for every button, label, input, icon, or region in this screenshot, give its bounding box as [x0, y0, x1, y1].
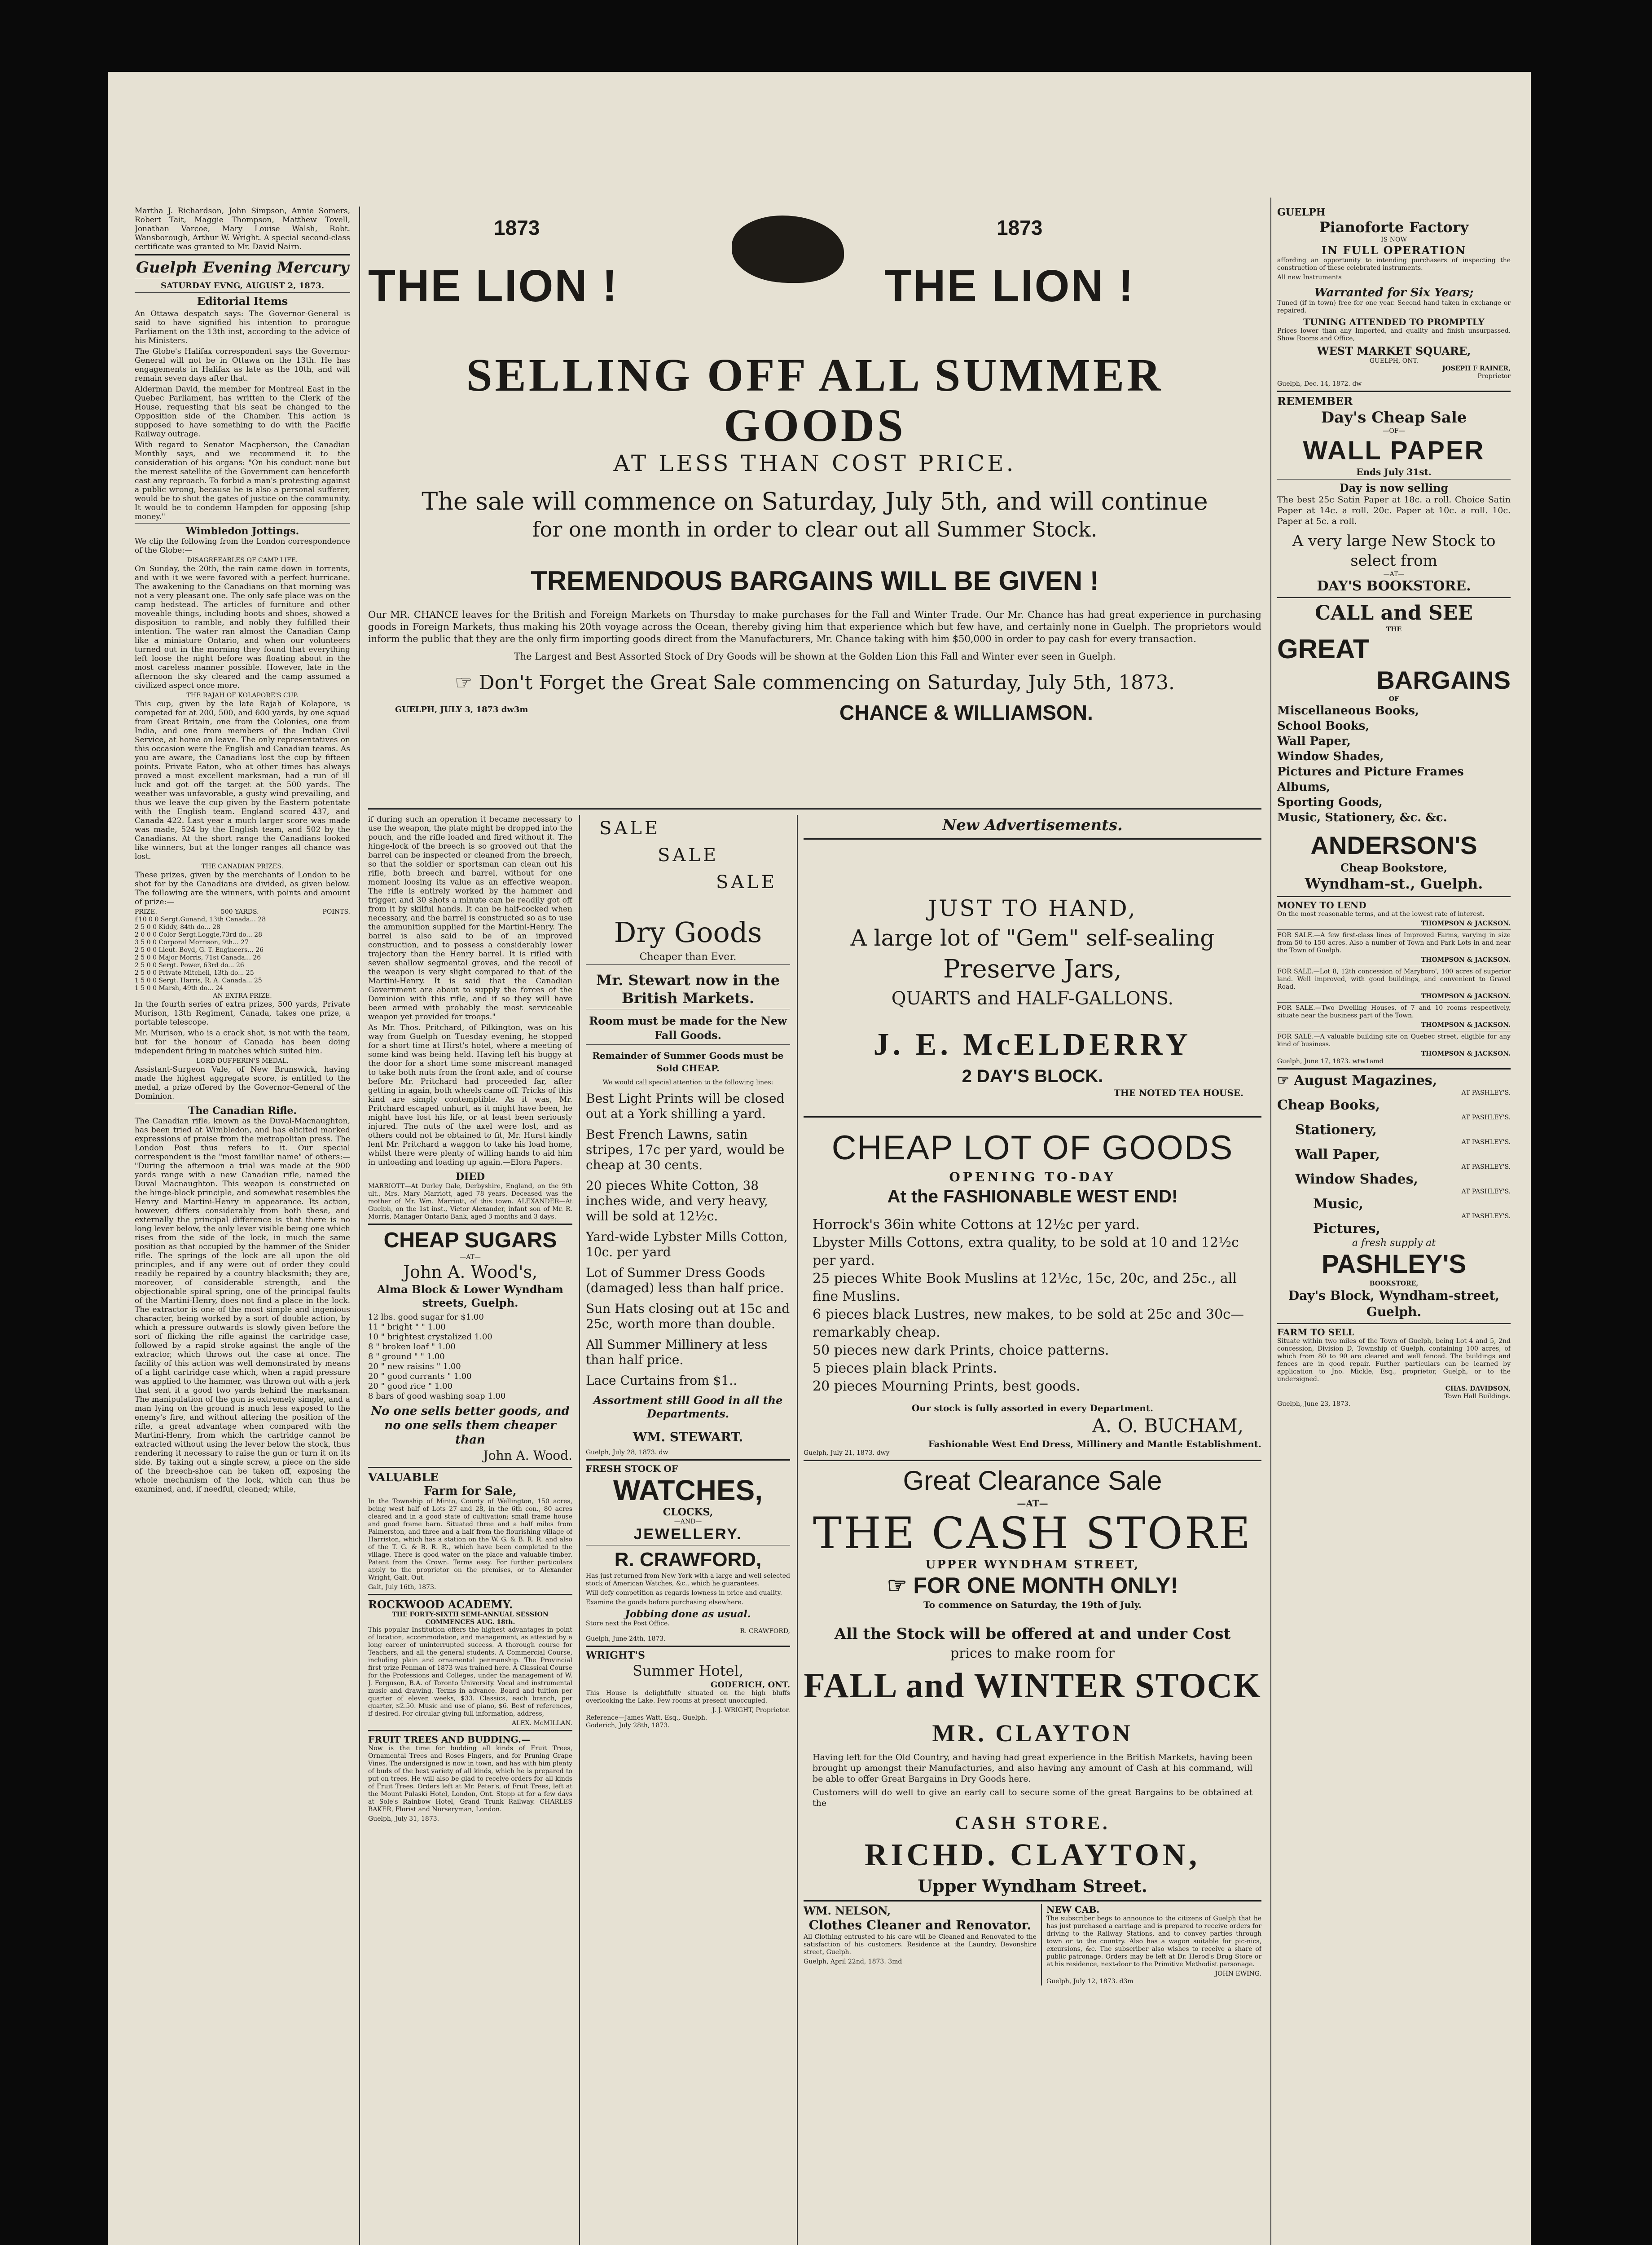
at-pashleys: AT PASHLEY'S. — [1461, 1089, 1511, 1096]
ad-heading: NEW CAB. — [1046, 1904, 1100, 1915]
lion-dateline: GUELPH, JULY 3, 1873 dw3m — [395, 705, 528, 714]
ad-line: Cheap Bookstore, — [1340, 861, 1448, 874]
ad-line: BOOKSTORE, — [1369, 1280, 1419, 1287]
col-header: 500 YARDS. — [220, 908, 259, 916]
ad-line: Day is now selling — [1339, 481, 1449, 494]
editorial-paragraph: Alderman David, the member for Montreal East in the Quebec Parliament, has written to the Clerk of the House, requesting that his seat be changed to the Opposition side of the Chamber. This action is supposed to have something to do with the Pacific Railway outrage. — [135, 385, 350, 439]
ad-line: GUELPH, ONT. — [1369, 357, 1419, 365]
ad-line: 2 DAY'S BLOCK. — [962, 1066, 1103, 1086]
editorial-heading: Editorial Items — [197, 295, 288, 308]
lion-body: Our MR. CHANCE leaves for the British and Foreign Markets on Thursday to make purchases for the Fall and Winter Trade. Our Mr. Chance has had great experience in purchasing goods in Foreign Markets, thus making his 20th voyage across the Ocean, thereby giving him that experience which but few have, and certainly none in Guelph. The proprietors would inform the public that they are the only firm importing goods direct from the Manufacturers, Mr. Chance taking with him $50,000 in order to pay cash for every transaction. — [368, 609, 1261, 644]
piano-headline: Pianoforte Factory — [1319, 219, 1469, 236]
cash-store-label: CASH STORE. — [955, 1813, 1110, 1834]
ad-line: THE NOTED TEA HOUSE. — [1113, 1087, 1243, 1098]
signature: ALEX. McMILLAN. — [511, 1720, 572, 1727]
dry-goods-headline: Dry Goods — [614, 916, 762, 949]
ad-text: Situate within two miles of the Town of Guelph, being Lot 4 and 5, 2nd concession, Division D, Township of Guelph, containing 100 acres, of which from 80 to 90 are cleared and well fenced. The buildings and fences are in good repair. Further particulars can be learned by application to Jno. Mickle, Esq., proprietor, Guelph, or to the undersigned. — [1277, 1338, 1511, 1383]
ad-line: WEST MARKET SQUARE, — [1317, 344, 1471, 357]
prize-table-header — [135, 908, 350, 916]
list-item: 6 pieces black Lustres, new makes, to be sold at 25c and 30c—remarkably cheap. — [813, 1307, 1244, 1340]
signature: THOMPSON & JACKSON. — [1421, 993, 1511, 1000]
crawford-name: R. CRAWFORD, — [614, 1549, 762, 1571]
ad-line: DAY'S BOOKSTORE. — [1317, 578, 1471, 594]
list-item: 8 bars of good washing soap 1.00 — [368, 1391, 506, 1401]
list-item: 8 " broken loaf " 1.00 — [368, 1342, 456, 1351]
list-item: Horrock's 36in white Cottons at 12½c per yard. — [813, 1217, 1140, 1233]
ad-line: UPPER WYNDHAM STREET, — [925, 1558, 1140, 1572]
ad-line: —OF— — [1383, 427, 1405, 435]
bargains-headline: TREMENDOUS BARGAINS WILL BE GIVEN ! — [531, 566, 1099, 596]
just-to-hand: JUST TO HAND, — [928, 895, 1137, 921]
subheading: DISAGREEABLES OF CAMP LIFE. — [187, 557, 298, 564]
ad-intro: FRESH STOCK OF — [586, 1463, 678, 1474]
warranted-line: Warranted for Six Years; — [1314, 286, 1474, 299]
ad-line: GODERICH, ONT. — [710, 1680, 790, 1690]
at-label: —AT— — [460, 1254, 481, 1261]
ad-line: prices to make room for — [950, 1646, 1115, 1661]
bookstore-list — [1277, 703, 1511, 825]
article-text: if during such an operation it became necessary to use the weapon, the plate might be dropped into the pouch, and the rifle loaded and fired without it. The hinge-lock of the breech is so grooved out that the barrel can be inspected or cleaned from the breech, so that the soldier or sportsman can clean out his rifle, both breech and barrel, without for one moment loosing its value as an effective weapon. The rifle is entirely worked by the hammer and trigger, and 30 shots a minute can be readily got off from it by skilful hands. It can be half-cocked when necessary, and the barrel is constructed so as to use the ammunition supplied for the Martini-Henry. The barrel is also said to be of an improved construction, and to possess a considerably lower trajectory than the Henry barrel. It is rifled with seven shallow segmental groves, and the recoil of the weapon is very slight compared to that of the Martini-Henry. It is said that the Canadian Government are about to supply the forces of the Dominion with this rifle, and if so they will have been armed with probably the most serviceable weapon yet provided for troops." — [368, 815, 572, 1021]
ad-text: FOR SALE.—Two Dwelling Houses, of 7 and 10 rooms respectively, situate near the business part of the Town. — [1277, 1004, 1511, 1019]
list-item: Yard-wide Lybster Mills Cotton, 10c. per yard — [586, 1229, 788, 1259]
ad-text: This House is delightfully situated on the high bluffs overlooking the Lake. Few rooms at present unoccupied. — [586, 1690, 790, 1704]
lion-title-left: THE LION ! — [368, 261, 619, 311]
column-rule — [797, 815, 798, 2245]
bucham-items — [813, 1216, 1252, 1395]
one-month-headline: ☞ FOR ONE MONTH ONLY! — [887, 1573, 1178, 1598]
ad-line: All the Stock will be offered at and under Cost — [834, 1625, 1231, 1643]
ad-line: Store next the Post Office. — [586, 1620, 670, 1627]
ad-heading: FRUIT TREES AND BUDDING.— — [368, 1734, 530, 1745]
lion-icon — [732, 216, 844, 285]
nelson-ad — [804, 1904, 1037, 1985]
ad-text: FOR SALE.—A valuable building site on Quebec street, eligible for any kind of business. — [1277, 1033, 1511, 1048]
bucham-name: A. O. BUCHAM, — [1092, 1415, 1243, 1437]
ad-heading: ROCKWOOD ACADEMY. — [368, 1598, 513, 1611]
list-item: Window Shades, — [1277, 750, 1384, 763]
selling-off-headline: SELLING OFF ALL SUMMER GOODS — [466, 349, 1164, 451]
horizontal-rule — [368, 808, 1261, 810]
signature: John A. Wood. — [483, 1448, 572, 1463]
ad-line: To commence on Saturday, the 19th of July. — [923, 1599, 1142, 1610]
ad-text: Examine the goods before purchasing elsewhere. — [586, 1599, 743, 1606]
store-address: Alma Block & Lower Wyndham streets, Guelph. — [377, 1283, 563, 1309]
ad-subheading: Clothes Cleaner and Renovator. — [808, 1918, 1032, 1932]
table-row: 1 5 0 0 Marsh, 49th do... 24 — [135, 985, 224, 992]
new-stock-line: A very large New Stock to select from — [1292, 532, 1496, 570]
list-item: Lbyster Mills Cottons, extra quality, to be sold at 10 and 12½c per yard. — [813, 1235, 1239, 1268]
ad-text: Prices lower than any Imported, and quality and finish unsurpassed. Show Rooms and Office, — [1277, 327, 1511, 342]
remainder-notice: Remainder of Summer Goods must be Sold CHEAP. — [592, 1050, 784, 1074]
ad-line: Reference—James Watt, Esq., Guelph. — [586, 1714, 707, 1721]
signature: THOMPSON & JACKSON. — [1421, 1050, 1511, 1057]
article-text: Assistant-Surgeon Vale, of New Brunswick, having made the highest aggregate score, is entitled to the medal, a prize offered by the Governor-General of the Dominion. — [135, 1065, 350, 1101]
ad-line: Ends July 31st. — [1356, 467, 1432, 477]
divider — [135, 254, 350, 255]
ad-date: Guelph, July 21, 1873. dwy — [804, 1449, 890, 1457]
article-text: As Mr. Thos. Pritchard, of Pilkington, was on his way from Guelph on Tuesday evening, he stopped for a short time at Hirst's hotel, where a meeting of some kind was being held. Having left his buggy at the door for a short time some miscreant managed to take both nuts from the front axle, and of course before Mr. Pritchard had proceeded far, after getting in again, both wheels came off. Tricks of this kind are simply contemptible. As it was, Mr. Pritchard escaped unhurt, as it might have been, he might have lost his life, or at least been seriously injured. The nuts of the axel were lost, and as others could not be obtained to fit, Mr. Hurst kindly lent Mr. Pritchard a waggon to take his load home, whilst there were plenty of willing hands to aid him in unloading and loading up again.—Elora Papers. — [368, 1023, 572, 1167]
certificates-text: Martha J. Richardson, John Simpson, Annie Somers, Robert Tait, Maggie Thompson, Matthew Tovell, Jonathan Varcoe, Mary Louise Walsh, Robt. Wansborough, Arthur W. Wright. A special second-class certificate was granted to Mr. David Nairn. — [135, 207, 350, 251]
stewart-notice: Mr. Stewart now in the British Markets. — [596, 972, 780, 1007]
list-item: 20 " good rice " 1.00 — [368, 1382, 453, 1391]
article-text: The Canadian rifle, known as the Duval-Macnaughton, has been tried at Wimbledon, and has elicited marked expressions of praise from the metropolitan press. The London Post thus refers to it. Our special correspondent is the "most familiar name" of others:— "During the afternoon a trial was made at the 900 yards range with a new Canadian rifle, named the Duval Macnaughton. This weapon is constructed on the hinge-block principle, and somewhat resembles the Henry and Martini-Henry in appearance. Its action, however, differs considerably from both these, and externally the principal difference is that there is no long lever below, the only lever visible being one which rises from the side of the lock, in much the same position as that occupied by the hammer of the Snider rifle. The springs of the lock are all upon the old principles, and if any were out of order they could readily be repaired by a country blacksmith; they are, moreover, of considerable strength, and the objectionable spiral spring, one of the principal faults of the Martini-Henry, does not find a place in the lock. The extractor is one of the most simple and ingenious character, being worked by a sort of double action, by which a pressure outwards is slowly given before the sort of flicking the rifle against the cartridge case, followed by a rapid stroke against the angle of the extractor, which throws out the case at once. The facility of this action was well demonstrated by means of a light cartridge case which, when a rapid pressure was applied to the hammer, was thrown out with a jerk that sent it a good two yards behind the marksman. The manipulation of the gun is extremely simple, and a man lying on the ground is much less exposed to the enemy's fire, and without altering the position of the rifle, a great advantage when compared with the Martini-Henry, from which the cartridge cannot be extracted without using the lever below the stock, thus rendering it necessary to raise the gun or turn it on its side. By taking out a single screw, a piece on the side of the breech-shoe can be taken off, exposing the whole mechanism of the lock, which can thus be examined, and, if needful, cleaned; while, — [135, 1117, 350, 1494]
sale-line: for one month in order to clear out all Summer Stock. — [532, 517, 1098, 541]
ad-text: Will defy competition as regards lowness in price and quality. — [586, 1589, 782, 1597]
right-column — [1277, 207, 1511, 2245]
wimbledon-intro: We clip the following from the London correspondence of the Globe:— — [135, 537, 350, 555]
ad-date: Guelph, April 22nd, 1873. 3md — [804, 1958, 902, 1965]
watches-headline: WATCHES, — [613, 1474, 763, 1506]
ad-line: —AND— — [674, 1518, 702, 1525]
ad-line: At the FASHIONABLE WEST END! — [887, 1187, 1178, 1206]
ad-line: JEWELLERY. — [633, 1526, 743, 1543]
ad-text: FOR SALE.—A few first-class lines of Improved Farms, varying in size from 50 to 150 acres. Also a number of Town and Park Lots in and near the Town of Guelph. — [1277, 932, 1511, 954]
list-item: Lot of Summer Dress Goods (damaged) less than half price. — [586, 1265, 784, 1295]
subheading: AN EXTRA PRIZE. — [213, 992, 272, 999]
editorial-paragraph: The Globe's Halifax correspondent says the Governor-General will not be in Ottawa on the 13th. He has engagements in Halifax as late as the 10th, and will remain seven days after that. — [135, 347, 350, 383]
august-magazines: ☞ August Magazines, — [1277, 1073, 1437, 1088]
ad-line: OF — [1388, 696, 1399, 703]
ad-heading: REMEMBER — [1277, 395, 1353, 408]
sale-line: The sale will commence on Saturday, July 5th, and will continue — [422, 487, 1208, 515]
list-item: 5 pieces plain black Prints. — [813, 1360, 997, 1376]
new-advertisements-heading: New Advertisements. — [942, 816, 1123, 834]
list-item: Miscellaneous Books, — [1277, 704, 1419, 718]
article-text: On Sunday, the 20th, the rain came down in torrents, and with it we were favored with a perfect hurricane. The awakening to the Canadians on that morning was not a very pleasant one. The only safe place was on the camp bedstead. The articles of furniture and other moveable things, including boots and shoes, showed a disposition to ramble, and nobly they fulfilled their intention. The water ran almost the Canadian Camp like a miniature Ontario, and when our volunteers turned out in the morning they found that everything left loose the night before was floating about in the most careless manner possible. However, late in the afternoon the sky cleared and the camp assumed a civilized aspect once more. — [135, 564, 350, 690]
list-item: 11 " bright " " 1.00 — [368, 1322, 446, 1332]
ad-heading: WRIGHT'S — [586, 1650, 645, 1661]
ad-line: All new Instruments — [1277, 274, 1342, 281]
price-list — [368, 1312, 572, 1401]
article-text: This cup, given by the late Rajah of Kolapore, is competed for at 200, 500, and 600 yards, by one squad from Great Britain, one from the Colonies, one from India, and one from members of the Indian Civil Service, at home on leave. The only representatives on this occasion were the English and Canadian teams. As you are aware, the Canadians lost the cup by fifteen points. Private Eaton, who at other times has always proved a most excellent marksman, had a run of ill luck and got off the target at the 500 yards. The weather was unfavorable, a gusty wind prevailing, and thus we leave the cup given by the Eastern potentate with the English team. England scored 437, and Canada 422. Last year a much larger score was made was made, 524 by the English team, and 502 by the Canadians. At the short range the Canadians looked like winners, but at the longer ranges all chance was lost. — [135, 700, 350, 861]
table-row: 2 5 0 0 Lieut. Boyd, G. T. Engineers... 26 — [135, 946, 264, 954]
wall-paper-headline: WALL PAPER — [1303, 436, 1485, 465]
subheading: LORD DUFFERIN'S MEDAL. — [196, 1057, 289, 1065]
anderson-headline: ANDERSON'S — [1310, 831, 1477, 859]
died-heading: DIED — [455, 1171, 485, 1183]
ad-line: TUNING ATTENDED TO PROMPTLY — [1303, 317, 1485, 327]
list-item: 20 " good currants " 1.00 — [368, 1372, 472, 1381]
cheap-lot-headline: CHEAP LOT OF GOODS — [831, 1129, 1234, 1167]
list-item: Albums, — [1277, 780, 1331, 794]
ad-line: IN FULL OPERATION — [1321, 244, 1467, 257]
table-row: 2 5 0 0 Sergt. Power, 63rd do... 26 — [135, 962, 244, 969]
cheap-sugars-headline: CHEAP SUGARS — [383, 1228, 557, 1252]
ad-text: On the most reasonable terms, and at the lowest rate of interest. — [1277, 911, 1485, 918]
list-item: Best Light Prints will be closed out at a York shilling a yard. — [586, 1091, 785, 1121]
mcelderry-name: J. E. McELDERRY — [873, 1027, 1192, 1062]
lion-body: The Largest and Best Assorted Stock of Dry Goods will be shown at the Golden Lion this Fall and Winter ever seen in Guelph. — [514, 651, 1116, 662]
at-pashleys: AT PASHLEY'S. — [1461, 1114, 1511, 1121]
call-notice: We would call special attention to the following lines: — [602, 1079, 773, 1086]
column-rule — [579, 815, 580, 2245]
clayton-name: RICHD. CLAYTON, — [864, 1838, 1201, 1872]
list-item: School Books, — [1277, 719, 1370, 733]
list-item: Pictures, — [1313, 1221, 1381, 1237]
sale-word: SALE — [716, 872, 778, 893]
ad-text: Having left for the Old Country, and having had great experience in the British Markets, having been brought up amongst their Manufacturies, and also having any amount of Cash at his command, will be able to offer Great Bargains in Dry Goods here. — [813, 1752, 1252, 1784]
cheaper-line: Cheaper than Ever. — [639, 951, 737, 963]
ad-line: Proprietor — [1477, 373, 1511, 380]
list-item: 10 " brightest crystalized 1.00 — [368, 1332, 492, 1342]
clearance-headline: Great Clearance Sale — [903, 1466, 1162, 1496]
table-row: 1 5 0 0 Sergt. Harris, R. A. Canada... 25 — [135, 977, 262, 984]
list-item: Wall Paper, — [1277, 735, 1351, 748]
ad-line: QUARTS and HALF-GALLONS. — [891, 988, 1174, 1009]
stewart-items — [586, 1091, 790, 1388]
ad-line: a fresh supply at — [1352, 1237, 1436, 1249]
ad-line: CLOCKS, — [663, 1506, 713, 1518]
signature: JOSEPH F RAINER, — [1442, 365, 1511, 372]
editorial-paragraph: With regard to Senator Macpherson, the Canadian Monthly says, and we recommend it to the consideration of his organs: "On his conduct none but the merest satellite of the Government can henceforth cast any reproach. To forbid a man's protesting against a public wrong, because he is also a personal sufferer, would be to shut the gates of justice on the community. It would be to condemn Hampden for opposing [ship money." — [135, 440, 350, 521]
ad-line: Preserve Jars, — [943, 955, 1122, 984]
list-item: 8 " ground " " 1.00 — [368, 1352, 445, 1361]
ad-date: Guelph, June 17, 1873. wtw1amd — [1277, 1058, 1384, 1065]
ad-date: Guelph, Dec. 14, 1872. dw — [1277, 380, 1362, 387]
dateline: SATURDAY EVNG, AUGUST 2, 1873. — [160, 281, 325, 291]
col-header: PRIZE. — [135, 908, 157, 916]
list-item: Pictures and Picture Frames — [1277, 765, 1464, 779]
list-item: All Summer Millinery at less than half price. — [586, 1337, 768, 1367]
rifle-heading: The Canadian Rifle. — [188, 1105, 297, 1117]
signature: THOMPSON & JACKSON. — [1421, 956, 1511, 964]
ad-intro: GUELPH — [1277, 207, 1326, 218]
ad-heading: FARM TO SELL — [1277, 1327, 1354, 1338]
signature: J. J. WRIGHT, Proprietor. — [712, 1707, 790, 1714]
masthead: Guelph Evening Mercury — [136, 259, 349, 277]
died-text: MARRIOTT—At Durley Dale, Derbyshire, England, on the 9th ult., Mrs. Mary Marriott, aged 78 years. Deceased was the mother of Mr. Wm. Marriott, of this town. ALEXANDER—At Guelph, on the 1st inst., Victor Alexander, infant son of Mr. R. Morris, Manager Ontario Bank, aged 3 months and 3 days. — [368, 1183, 572, 1220]
ad-date: Galt, July 16th, 1873. — [368, 1584, 436, 1591]
list-item: Music, — [1313, 1196, 1364, 1212]
ad-date: Guelph, July 12, 1873. d3m — [1046, 1978, 1134, 1985]
ad-text: All Clothing entrusted to his care will be Cleaned and Renovated to the satisfaction of his customers. Residence at the Laundry, Devonshire street, Guelph. — [804, 1933, 1037, 1956]
at-label: —AT— — [1017, 1498, 1048, 1509]
ad-line: Day's Block, Wyndham-street, Guelph. — [1288, 1288, 1500, 1319]
list-item: Wall Paper, — [1295, 1147, 1380, 1162]
ad-heading: WM. NELSON, — [804, 1904, 891, 1917]
ad-date: Guelph, June 24th, 1873. — [586, 1635, 666, 1642]
ad-line: THE — [1386, 626, 1402, 633]
column-two — [368, 815, 572, 2245]
table-row: 2 5 0 0 Major Morris, 71st Canada... 26 — [135, 954, 261, 961]
ad-text: In the Township of Minto, County of Wellington, 150 acres, being west half of Lots 27 and 28, in the 6th con., 80 acres cleared and in a good state of cultivation; small frame house and good frame barn. Situated three and a half miles from Palmerston, and three and a half from the flourishing village of Harriston, which has a station on the W. G. & B. R. R. and also of the T. G. & B. R. R., which have been completed to the village. There is good water on the place and valuable timber. Patent from the Crown. Terms easy. For further particulars apply to the proprietor on the premises, or to Alexander Wright, Galt, Out. — [368, 1498, 572, 1581]
store-name: John A. Wood's, — [403, 1262, 538, 1282]
list-item: Sporting Goods, — [1277, 796, 1383, 809]
list-item: 20 pieces Mourning Prints, best goods. — [813, 1378, 1081, 1394]
ad-text: Has just returned from New York with a large and well selected stock of American Watches, &c., which he guarantees. — [586, 1572, 790, 1587]
ad-line: Fashionable West End Dress, Millinery and Mantle Establishment. — [928, 1439, 1261, 1449]
ad-heading: MONEY TO LEND — [1277, 900, 1366, 911]
lion-title-right: THE LION ! — [884, 261, 1135, 311]
at-pashleys: AT PASHLEY'S. — [1461, 1188, 1511, 1195]
signature: THOMPSON & JACKSON. — [1421, 920, 1511, 927]
days-sale-headline: Day's Cheap Sale — [1321, 409, 1467, 427]
column-rule — [359, 207, 360, 2245]
sale-word: SALE — [658, 845, 719, 866]
ad-text: affording an opportunity to intending purchasers of inspecting the construction of these celebrated instruments. — [1277, 257, 1511, 272]
signature: R. CRAWFORD, — [740, 1628, 790, 1635]
ad-text: Customers will do well to give an early call to secure some of the great Bargains to be obtained at the — [813, 1787, 1252, 1808]
lion-firm: CHANCE & WILLIAMSON. — [839, 701, 1093, 724]
newspaper-page — [108, 72, 1531, 2245]
table-row: 3 5 0 0 Corporal Morrison, 9th... 27 — [135, 939, 249, 946]
assortment-notice: Assortment still Good in all the Departments. — [593, 1394, 783, 1420]
list-item: Best French Lawns, satin stripes, 17c per yard, would be cheap at 30 cents. — [586, 1127, 785, 1172]
article-text: Mr. Murison, who is a crack shot, is not with the team, but for the honour of Canada has been doing independent firing in matches which suited him. — [135, 1029, 350, 1056]
list-item: Lace Curtains from $1.. — [586, 1373, 737, 1388]
at-pashleys: AT PASHLEY'S. — [1461, 1213, 1511, 1220]
left-column — [135, 207, 350, 2245]
list-item: 50 pieces new dark Prints, choice patterns. — [813, 1343, 1109, 1358]
list-item: Cheap Books, — [1277, 1097, 1380, 1113]
room-notice: Room must be made for the New Fall Goods. — [589, 1014, 787, 1042]
ad-text: Tuned (if in town) free for one year. Second hand taken in exchange or repaired. — [1277, 299, 1511, 314]
ad-line: Town Hall Buildings. — [1444, 1393, 1511, 1400]
list-item: 20 " new raisins " 1.00 — [368, 1362, 461, 1371]
ad-text: FOR SALE.—Lot 8, 12th concession of Maryboro', 100 acres of superior land. Well improved, with good buildings, and convenient to Gravel Road. — [1277, 968, 1511, 990]
ad-date: Goderich, July 28th, 1873. — [586, 1722, 670, 1729]
signature: THOMPSON & JACKSON. — [1421, 1021, 1511, 1029]
cash-store-headline: THE CASH STORE — [813, 1508, 1252, 1558]
ad-line: IS NOW — [1381, 236, 1407, 243]
col-header: POINTS. — [322, 908, 350, 916]
editorial-paragraph: An Ottawa despatch says: The Governor-General is said to have signified his intention to prorogue Parliament on the 13th inst, according to the advice of his Ministers. — [135, 309, 350, 345]
article-text: These prizes, given by the merchants of London to be shot for by the Canadians are divided, as given below. The following are the winners, with points and amount of prize:— — [135, 871, 350, 907]
table-row: £10 0 0 Sergt.Gunand, 13th Canada... 28 — [135, 916, 266, 923]
bargains-headline-right: BARGAINS — [1376, 666, 1511, 694]
ad-text: This popular Institution offers the highest advantages in point of location, accommodation, and management, as attested by a long career of uninterrupted success. A thorough course for Teachers, and all the general students. A Commercial Course, including plain and ornamental penmanship. The Provincial first prize Penman of 1873 was trained here. A Classical Course for the Professions and Colleges, under the management of W. J. Ferguson, B.A. of Toronto University. Vocal and instrumental music and drawing. Terms in advance. Board and tuition per quarter of eleven weeks, $33. Classics, each branch, per quarter, $2.50. Music and use of piano, $6. Best of references, if desired. For circular giving full information, address, — [368, 1626, 572, 1717]
mr-clayton-headline: MR. CLAYTON — [932, 1720, 1133, 1747]
article-text: In the fourth series of extra prizes, 500 yards, Private Murison, 13th Regiment, Canada, takes one prize, a portable telescope. — [135, 1000, 350, 1027]
year-right: 1873 — [997, 216, 1043, 239]
prize-table — [135, 916, 350, 992]
tagline: No one sells better goods, and no one sells them cheaper than — [371, 1404, 570, 1447]
ad-line: Our stock is fully assorted in every Department. — [911, 1403, 1154, 1413]
dont-forget-line: ☞ Don't Forget the Great Sale commencing on Saturday, July 5th, 1873. — [454, 671, 1175, 694]
ad-line: Upper Wyndham Street. — [918, 1876, 1147, 1896]
subheading: THE CANADIAN PRIZES. — [202, 863, 283, 870]
table-row: 2 5 0 0 Private Mitchell, 13th do... 25 — [135, 969, 254, 977]
list-item: Window Shades, — [1295, 1171, 1418, 1187]
column-four — [804, 815, 1261, 2245]
column-three — [586, 815, 790, 2245]
ad-date: Guelph, June 23, 1873. — [1277, 1400, 1351, 1408]
list-item: 25 pieces White Book Muslins at 12½c, 15c, 20c, and 25c., all fine Muslins. — [813, 1271, 1237, 1304]
ad-subheading: THE FORTY-SIXTH SEMI-ANNUAL SESSION COMMENCES AUG. 18th. — [392, 1611, 549, 1626]
table-row: 2 5 0 0 Kiddy, 84th do... 28 — [135, 924, 220, 931]
ad-text: The best 25c Satin Paper at 18c. a roll. Choice Satin Paper at 14c. a roll. 20c. Paper at 10c. a roll. 10c. Paper at 5c. a roll. — [1277, 495, 1511, 526]
at-pashleys: AT PASHLEY'S. — [1461, 1139, 1511, 1146]
ad-subheading: Farm for Sale, — [424, 1484, 517, 1498]
sale-word: SALE — [599, 818, 661, 839]
great-headline: GREAT — [1277, 634, 1370, 664]
ad-line: A large lot of "Gem" self-sealing — [850, 925, 1215, 951]
ad-line: Jobbing done as usual. — [625, 1608, 751, 1620]
column-rule — [1270, 198, 1271, 2245]
ad-date: Guelph, July 31, 1873. — [368, 1815, 439, 1822]
wimbledon-heading: Wimbledon Jottings. — [185, 525, 299, 537]
at-less-headline: AT LESS THAN COST PRICE. — [613, 450, 1016, 476]
cab-ad — [1046, 1904, 1261, 1985]
hotel-name: Summer Hotel, — [633, 1662, 743, 1679]
ad-line: OPENING TO-DAY — [949, 1170, 1116, 1184]
pashleys-headline: PASHLEY'S — [1321, 1250, 1467, 1279]
list-item: 20 pieces White Cotton, 38 inches wide, and very heavy, will be sold at 12½c. — [586, 1178, 768, 1224]
list-item: Sun Hats closing out at 15c and 25c, worth more than double. — [586, 1301, 790, 1331]
table-row: 2 0 0 0 Color-Sergt.Loggie,73rd do... 28 — [135, 931, 263, 938]
lion-advertisement — [368, 198, 1261, 808]
signature: WM. STEWART. — [633, 1430, 743, 1444]
fall-winter-headline: FALL and WINTER STOCK — [804, 1666, 1261, 1705]
at-label: —AT— — [1383, 571, 1405, 578]
call-and-see: CALL and SEE — [1315, 602, 1473, 625]
ad-heading: VALUABLE — [368, 1471, 439, 1484]
ad-date: Guelph, July 28, 1873. dw — [586, 1449, 668, 1456]
signature: CHAS. DAVIDSON, — [1445, 1385, 1511, 1392]
list-item: 12 lbs. good sugar for $1.00 — [368, 1312, 484, 1322]
list-item: Music, Stationery, &c. &c. — [1277, 811, 1447, 824]
ad-text: Now is the time for budding all kinds of Fruit Trees, Ornamental Trees and Roses Fingers, and for Pruning Grape Vines. The undersigned is now in town, and has with him plenty of buds of the best variety of all kinds, which he is prepared to put on trees. He will also be glad to receive orders for all kinds of Fruit Trees. Orders left at Mr. Peter's, of Fruit Trees, left at the Mount Pulaski Hotel, London, Ont. Stopp at for a few days at Sole's Rainbow Hotel, Grand Trunk Railway. CHARLES BAKER, Florist and Nurseryman, London. — [368, 1745, 572, 1813]
at-pashleys: AT PASHLEY'S. — [1461, 1163, 1511, 1171]
year-left: 1873 — [494, 216, 540, 239]
signature: JOHN EWING. — [1215, 1970, 1261, 1977]
ad-line: Wyndham-st., Guelph. — [1305, 875, 1483, 892]
list-item: Stationery, — [1295, 1122, 1377, 1138]
subheading: THE RAJAH OF KOLAPORE'S CUP. — [186, 692, 299, 699]
ad-text: The subscriber begs to announce to the citizens of Guelph that he has just purchased a carriage and is prepared to receive orders for driving to the Railway Stations, and to convey parties through town or to the country. Also has a wagon suitable for pic-nics, excursions, &c. The subscriber also wishes to receive a share of public patronage. Orders may be left at Dr. Herod's Drug Store or at his residence, next-door to the Primitive Methodist parsonage. — [1046, 1915, 1261, 1968]
